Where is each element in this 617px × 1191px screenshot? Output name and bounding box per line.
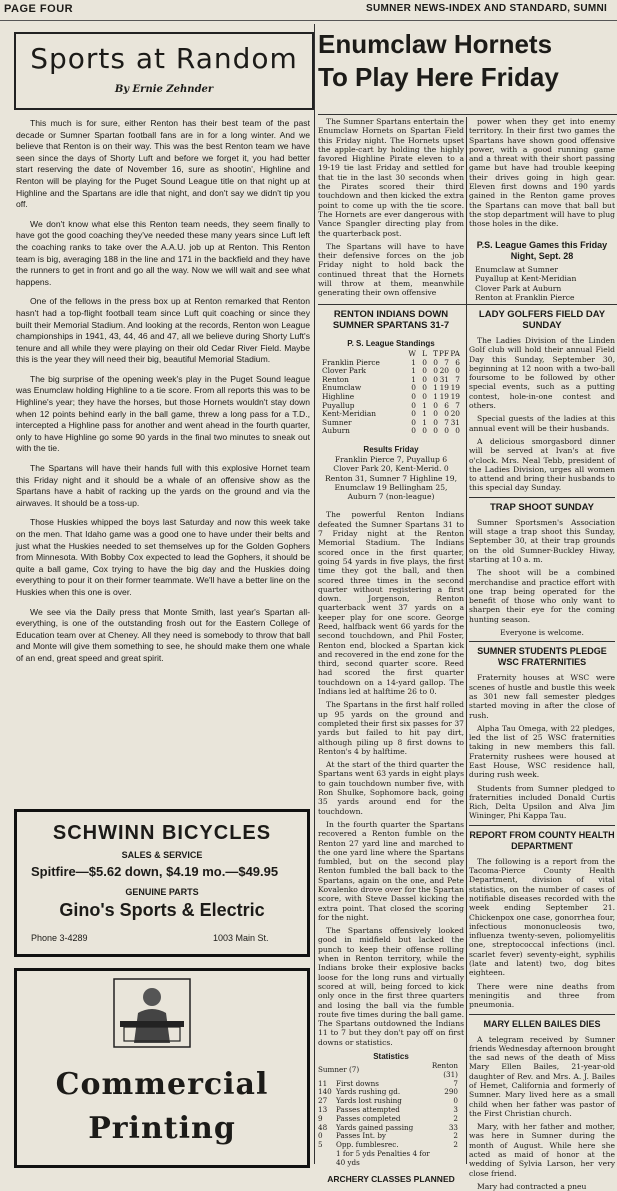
standings-cell-t: 0 xyxy=(433,366,438,376)
stats-cell-r: 0 xyxy=(453,1096,458,1106)
paragraph: We see via the Daily press that Monte Smith, last year's Spartan all-everything, is one of the outstanding frosh out for the Eastern College of Education team over at Cheney. All they need is somebody to throw that ball and Monte will give them something to see, he should make them one whale of an end, great speed and great spirit. xyxy=(16,606,310,663)
health-headline: REPORT FROM COUNTY HEALTH DEPARTMENT xyxy=(469,829,615,851)
paragraph: The powerful Renton Indians defeated the Sumner Spartans 31 to 7 Friday night at the Renton Memorial Stadium. The Indians scored once in the first quarter, going 54 yards in five plays, the first time they got the ball, and then scored three times in the second quarter without registering a first down. Jorgenson, Renton quarterback went 37 yards on a keeper play for one score. George Reed, halfback went 66 yards for the second touchdown, and Phil Foster, Renton end, blocked a Spartan kick and recovered in the end zone for the third, second quarter score. Reed had scored the first quarter touchdown on a 14-yard gallop. The Indians led at halftime 26 to 0. xyxy=(318,510,464,697)
paragraph: A delicious smorgasbord dinner will be served at Ivan's at five o'clock. Mrs. Neal Tebb, president of the Ladies Division, urges all women to attend and bring their husbands to this special day Sunday. xyxy=(469,436,615,493)
standings-cell-team: Auburn xyxy=(322,426,350,436)
story-divider xyxy=(469,497,615,498)
paragraph: There were nine deaths from meningitis and three from pneumonia. xyxy=(469,981,615,1010)
stats-cell-s: 140 xyxy=(318,1087,332,1097)
paragraph: Special guests of the ladies at this annual event will be their husbands. xyxy=(469,414,615,433)
paragraph: Those Huskies whipped the boys last Saturday and now this week take on the men. That Idaho game was a good one to have under their belts and just what the Huskies needed to set themselves up for the Golden Gophers from Minnesota. With Bobby Cox expected to lead the Gophers, it should be quite a ball game, Cox trying to have the big day and the Huskies doing everything to pour it on their former teammate. We'll have a better line on the Huskies when this one is over. xyxy=(16,517,310,597)
stats-cell-label: Yards gained passing xyxy=(336,1122,414,1132)
standings-cell-pa: 20 xyxy=(450,409,460,419)
standings-cell-t: 1 xyxy=(433,391,438,401)
story-divider xyxy=(469,641,615,642)
standings-cell-pa: 19 xyxy=(450,391,460,401)
standings-cell-t: 0 xyxy=(433,400,438,410)
stats-cell-s: 9 xyxy=(318,1113,323,1123)
paragraph: The Spartans will have their hands full with this explosive Hornet team this Friday night and it should be a whale of an offensive show as the Spartans have a habit of racking up the yards on the ground and via the airwaves. It should be a toss-up. xyxy=(16,463,310,508)
ad-brand: SCHWINN BICYCLES xyxy=(52,822,272,844)
standings-cell-team: Franklin Pierce xyxy=(322,357,380,367)
printing-ad xyxy=(14,968,310,1168)
renton-story-body xyxy=(318,510,464,1047)
standings-cell-t: 0 xyxy=(433,417,438,427)
stats-cell-r: 290 xyxy=(444,1087,458,1097)
standings-cell-pf: 31 xyxy=(439,374,449,384)
ad-genuine-parts: GENUINE PARTS xyxy=(125,887,199,897)
stats-cell-r: 3 xyxy=(453,1105,458,1115)
sports-column-body xyxy=(16,118,310,796)
paragraph: The Spartans will have to have their defensive forces on the job Friday night to hold back the continued threat that the Hornets will throw at them, meanwhile generating their own offensive xyxy=(318,241,464,298)
health-story xyxy=(469,857,615,1010)
paragraph: The Spartans in the first half rolled up 95 yards on the ground and completed their first six passes for 37 yards but failed to hit pay dirt, although piling up 8 first downs to Renton's 4 by halftime. xyxy=(318,700,464,756)
paragraph: The Sumner Spartans entertain the Enumclaw Hornets on Spartan Field this Friday night. The Hornets upset the apple-cart by holding the highly favored Highline Pirate eleven to a 19-19 tie last Friday and settled for that tie in the last 30 seconds when the Pirates scored their third touchdown and then kicked the extra point to come up with the tie score. The Hornets are ever dangerous with Vance Spangler directing play from the quarterback post. xyxy=(318,117,464,238)
stats-cell-s: 0 xyxy=(318,1131,323,1141)
column-rule xyxy=(466,117,467,1164)
stats-cell-label: Opp. fumblesrec. xyxy=(336,1140,399,1150)
standings-cell-team: Enumclaw xyxy=(322,383,362,393)
stats-cell-label: 1 for 5 yds Penalties 4 for 40 yds xyxy=(336,1149,430,1167)
standings-cell-team: Puyallup xyxy=(322,400,355,410)
bailes-story xyxy=(469,1035,615,1191)
hornets-story-col-b xyxy=(469,117,615,237)
standings-cell-pa: 0 xyxy=(455,426,460,436)
column-rule xyxy=(314,24,315,1164)
paragraph: In the fourth quarter the Spartans recovered a Renton fumble on the Renton 27 yard line and marched to the one yard line where the Spartans fumbled, but on the second play Renton fumbled the ball back to the Spartans, again on the one, and Pete Kovalenko drove over for the Spartan score, with Steve Dassel kicking the extra point. That closed the scoring for the night. xyxy=(318,819,464,922)
standings-cell-team: Kent-Meridian xyxy=(322,409,377,419)
standings-cell-w: 1 xyxy=(411,374,416,384)
standings-cell-l: 1 xyxy=(422,409,427,419)
col-head: W xyxy=(408,349,416,358)
standings-cell-t: 0 xyxy=(433,357,438,367)
stats-cell-r xyxy=(432,1150,458,1168)
stats-cell-s: 11 xyxy=(318,1078,328,1088)
standings-cell-w: 0 xyxy=(411,409,416,419)
col-head: T xyxy=(433,349,438,358)
paragraph: The Spartans offensively looked good in midfield but lacked the punch to keep their offense rolling when in Renton territory, while the Indians broke their explosive backs loose for the long runs and virtually scored at will, being forced to kick only once in the first three quarters and losing the ball via the fumble route five times during the ball game. The Spartans outdowned the Indians 11 to 7 but they don't pay off on first downs or statistics. xyxy=(318,926,464,1047)
stats-cell-r: 2 xyxy=(453,1113,458,1123)
paragraph: The following is a report from the Tacoma-Pierce County Health Department, division of vital statistics, on the number of cases of notifiable diseases recorded with the week ending September 21. Chickenpox one case, gonorrhea four, infectious mononucleosis two, influenza twenty-seven, poliomyelitis one, streptococcal infections (incl. scarlet fever) seventy-eight, syphilis (late and latent) two, dog bites eighteen. xyxy=(469,856,615,978)
hornets-story-col-a xyxy=(318,117,464,327)
standings-cell-pa: 6 xyxy=(455,357,460,367)
standings-cell-w: 0 xyxy=(411,391,416,401)
standings-cell-w: 1 xyxy=(411,357,416,367)
paragraph: At the start of the third quarter the Spartans went 63 yards in eight plays to gain touchdown number five, with Ron Shulke, Sophomore back, going 35 yards around end for the touchdown. xyxy=(318,760,464,816)
standings-cell-pa: 19 xyxy=(450,383,460,393)
stats-cell-label: Passes completed xyxy=(336,1113,401,1123)
headline-rule xyxy=(318,114,617,115)
page-number: PAGE FOUR xyxy=(4,3,74,15)
paragraph: Mary had contracted a pneu xyxy=(477,1181,587,1191)
col-head: PF xyxy=(438,349,449,358)
section-rule xyxy=(318,304,617,305)
stats-cell-label: First downs xyxy=(336,1078,379,1088)
standings-cell-l: 1 xyxy=(422,400,427,410)
psl-games-box xyxy=(469,240,615,302)
paragraph: Mary, with her father and mother, was here in Sumner during the month of August. While here she acted as maid of honor at the wedding of Sylvia Larson, her very close friend. xyxy=(469,1122,615,1178)
standings-cell-pa: 7 xyxy=(455,374,460,384)
column-title: Sports at Random xyxy=(30,42,298,75)
standings-cell-t: 1 xyxy=(433,383,438,393)
stats-cell-s: 27 xyxy=(318,1096,328,1106)
standings-cell-l: 0 xyxy=(422,383,427,393)
standings-table xyxy=(322,350,460,436)
standings-cell-pf: 7 xyxy=(444,357,449,367)
standings-cell-team: Clover Park xyxy=(322,366,366,376)
standings-cell-l: 0 xyxy=(422,426,427,436)
renton-story xyxy=(318,309,464,1184)
ad-line-commercial: Commercial xyxy=(55,1067,269,1102)
standings-cell-pf: 6 xyxy=(444,400,449,410)
col-head: PA xyxy=(450,349,460,358)
paragraph: A telegram received by Sumner friends Wednesday afternoon brought the sad news of the death of Miss Mary Ellen Bailes, 21-year-old daughter of Rev. and Mrs. A. J. Bailes of Hemet, California and formerly of Sumner. Mary lived here as a small child when her father was pastor of the First Christian church. xyxy=(469,1034,615,1118)
standings-cell-pa: 0 xyxy=(455,366,460,376)
frat-story xyxy=(469,673,615,820)
standings-cell-w: 0 xyxy=(411,426,416,436)
stats-right-team: Renton (31) xyxy=(431,1061,458,1079)
ad-phone: Phone 3-4289 xyxy=(31,933,88,943)
stats-cell-r: 2 xyxy=(453,1131,458,1141)
game: Enumclaw at Sumner xyxy=(475,265,558,274)
stats-cell-label: Passes Int. by xyxy=(336,1131,386,1141)
byline: By Ernie Zehnder xyxy=(114,84,214,95)
standings-cell-pa: 7 xyxy=(455,400,460,410)
golfers-story xyxy=(469,336,615,493)
standings-cell-team: Sumner xyxy=(322,417,352,427)
game: Renton at Franklin Pierce xyxy=(475,292,575,302)
stats-cell-s: 13 xyxy=(318,1105,328,1115)
stats-header-row xyxy=(318,1062,458,1080)
standings-cell-t: 0 xyxy=(433,374,438,384)
paragraph: We don't know what else this Renton team needs, they seem finally to have got the good coaching they've needed these many years since Luft left the coaching ranks to take over the A.A.U. job up at Renton. This Renton team is big, averaging 188 in the line and 171 in the backfield and they have the runners to get in front and go all the way. Now we will wait and see what happens. xyxy=(16,218,310,287)
psl-games-list xyxy=(469,265,615,302)
standings-cell-pa: 31 xyxy=(450,417,460,427)
standings-cell-t: 0 xyxy=(433,426,438,436)
stats-cell-s xyxy=(318,1150,336,1168)
paragraph: The shoot will be a combined merchandise and practice effort with one trap being operated for the benefit of those who only want to sharpen their eye for the coming hunting season. xyxy=(469,568,615,624)
standings-cell-w: 0 xyxy=(411,383,416,393)
game: Puyallup at Kent-Meridian xyxy=(475,274,577,284)
stats-cell-r: 7 xyxy=(453,1078,458,1088)
schwinn-ad xyxy=(14,809,310,957)
headline-line: Enumclaw Hornets xyxy=(318,29,553,59)
standings-cell-l: 1 xyxy=(422,417,427,427)
standings-cell-w: 0 xyxy=(411,400,416,410)
ad-shop-name: Gino's Sports & Electric xyxy=(59,900,265,920)
ad-prices: Spitfire—$5.62 down, $4.19 mo.—$49.95 xyxy=(31,864,279,879)
page-header xyxy=(0,0,617,21)
story-divider xyxy=(469,825,615,826)
results-text: Franklin Pierce 7, Puyallup 6 Clover Park 20, Kent-Merid. 0 Renton 31, Sumner 7 Highline 19, Enumclaw 19 Bellingham 25, Auburn 7 (non-league) xyxy=(324,454,458,502)
renton-headline: RENTON INDIANS DOWN SUMNER SPARTANS 31-7 xyxy=(332,309,450,331)
game: Clover Park at Auburn xyxy=(475,283,562,293)
newspaper-name: SUMNER NEWS-INDEX AND STANDARD, SUMNI xyxy=(366,3,608,14)
standings-title: P. S. League Standings xyxy=(347,339,435,348)
stats-cell-s: 48 xyxy=(318,1122,328,1132)
stats-cell-r: 33 xyxy=(448,1122,458,1132)
standings-cell-team: Highline xyxy=(322,391,355,401)
stats-left-team: Sumner (7) xyxy=(318,1065,360,1075)
paragraph: One of the fellows in the press box up at Renton remarked that Renton hasn't had a top-flight football team since Luft quit coaching or since they built their Memorial Stadium. And looking at the records, Renton won League championships in 1941, 43, 44, 46 and 47, all we believe during Shorty Luft's tenure and all while they were playing on their old Cedar River Field. Maybe this is the year they will need their big, beautiful Memorial Stadium. xyxy=(16,296,310,365)
col-head: L xyxy=(422,349,427,358)
stats-cell-r: 2 xyxy=(453,1140,458,1150)
third-column xyxy=(469,309,615,1191)
standings-cell-w: 0 xyxy=(411,417,416,427)
printer-illustration-icon xyxy=(112,977,192,1049)
ad-service: SALES & SERVICE xyxy=(121,850,203,860)
trap-story xyxy=(469,518,615,638)
standings-cell-w: 1 xyxy=(411,366,416,376)
paragraph: Students from Sumner pledged to fraternities included Donald Curtis Rich, Delta Upsilon and Alva Jim Wininger, Phi Kappa Tau. xyxy=(469,783,615,821)
paragraph: power when they get into enemy territory. In their first two games the Spartans have shown good offensive power, with a good running game and a threat with their short passing game but have had trouble keeping their drives going in high gear. Eleven first downs and 190 yards gained in the Renton game proves the Spartans can move that ball but the stop department will have to plug those holes in the dike. xyxy=(469,117,615,229)
paragraph: Alpha Tau Omega, with 22 pledges, led the list of 25 WSC fraternities taking in new members this fall. Fraternity rushees were housed at East House, WSC residence hall, during rush week. xyxy=(469,723,615,780)
story-divider xyxy=(469,1014,615,1015)
standings-cell-l: 0 xyxy=(422,391,427,401)
standings-cell-l: 0 xyxy=(422,366,427,376)
stats-cell-label: Yards rushing gd. xyxy=(336,1087,401,1097)
column-title-box xyxy=(14,32,314,110)
stats-cell-s: 5 xyxy=(318,1140,323,1150)
stats-row xyxy=(318,1150,458,1168)
paragraph: This much is for sure, either Renton has their best team of the past decade or Sumner Spartan football fans are in for a long winter. And we believe that Renton is on their way. This was the best Renton team we have seen since the days of Shorty Luft and before we forget it, you had better start reserving the date of November 16, sure as shootin', Highline and Renton will be playing for the Puget Sound League title on that night up at Highline and the Spartans are idle that night, and don't say we didn't tip you off. xyxy=(16,118,310,210)
stats-cell-label: Passes attempted xyxy=(336,1105,400,1115)
paragraph: The Ladies Division of the Linden Golf club will hold their annual Field Day this Sunday, September 30, beginning at 12 noon with a two-ball foursome to be followed by other special events, such as a putting contest, hole-in-one contest and others. xyxy=(469,336,615,411)
stats-title: Statistics xyxy=(373,1052,409,1062)
stats-table xyxy=(318,1062,458,1168)
standings-cell-l: 0 xyxy=(422,374,427,384)
golfers-headline: LADY GOLFERS FIELD DAY SUNDAY xyxy=(478,309,606,331)
standings-cell-t: 0 xyxy=(433,409,438,419)
results-head: Results Friday xyxy=(363,444,419,454)
standings-cell-pf: 20 xyxy=(439,366,449,376)
paragraph: Sumner Sportsmen's Association will stage a trap shoot this Sunday, September 30, at their trap grounds on the old Sumner-Buckley Hiway, starting at 10 a. m. xyxy=(469,517,615,564)
ad-address: 1003 Main St. xyxy=(213,933,269,943)
headline-line: To Play Here Friday xyxy=(318,62,559,92)
ad-line-printing: Printing xyxy=(88,1111,236,1146)
standings-cell-l: 0 xyxy=(422,357,427,367)
main-headline xyxy=(318,28,617,94)
standings-cell-pf: 7 xyxy=(444,417,449,427)
psl-games-head: P.S. League Games this Friday Night, Sept. 28 xyxy=(476,240,608,261)
paragraph: The big surprise of the opening week's play in the Puget Sound league was Enumclaw holding Highline to a tie score. From all reports this was to be Highline's year; they have the horses, but those Hornets wouldn't stay down when 12 points behind early in the ball game, threw a long pass for a T.D., intercepted a Highline pass for another and went ahead in the fourth quarter, only to have Highline go some 90 yards in the final two minutes to sneak out with the tie. xyxy=(16,373,310,454)
stats-cell-label: Yards lost rushing xyxy=(336,1096,402,1106)
standings-row xyxy=(322,427,460,436)
standings-cell-pf: 0 xyxy=(444,409,449,419)
archery-headline: ARCHERY CLASSES PLANNED xyxy=(327,1173,455,1184)
bailes-headline: MARY ELLEN BAILES DIES xyxy=(483,1018,601,1029)
trap-welcome: Everyone is welcome. xyxy=(500,628,584,638)
paragraph: Fraternity houses at WSC were scenes of hustle and bustle this week as 301 new fall semester pledges started moving in after the close of rush. xyxy=(469,673,615,720)
standings-cell-pf: 19 xyxy=(439,391,449,401)
standings-cell-pf: 19 xyxy=(439,383,449,393)
trap-headline: TRAP SHOOT SUNDAY xyxy=(490,501,594,513)
standings-cell-pf: 0 xyxy=(444,426,449,436)
frat-headline: SUMNER STUDENTS PLEDGE WSC FRATERNITIES xyxy=(477,646,607,668)
standings-cell-team: Renton xyxy=(322,374,349,384)
